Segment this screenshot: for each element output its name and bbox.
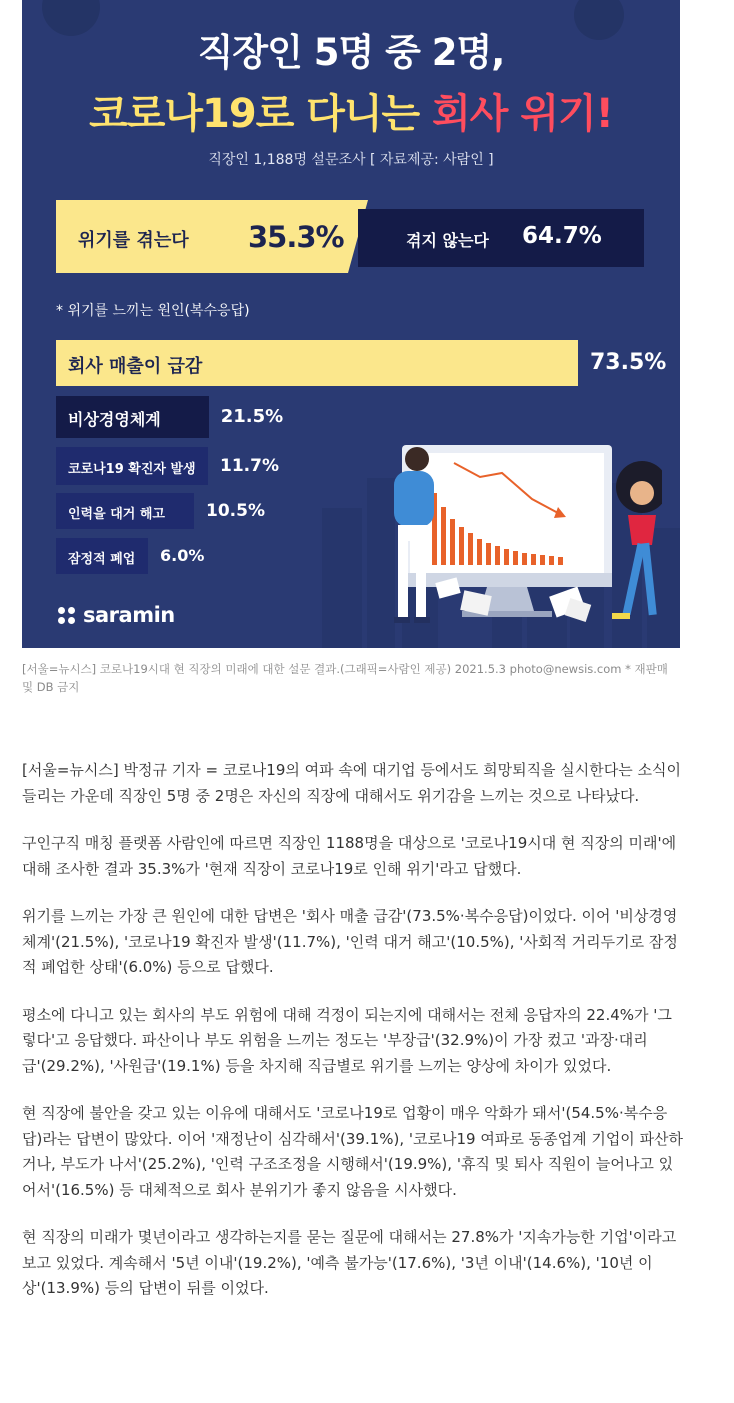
reasons-title: * 위기를 느끼는 원인(복수응답) [56,303,250,319]
crisis-no-label: 겪지 않는다 [406,231,489,250]
reason-label: 코로나19 확진자 발생 [68,461,196,477]
article-paragraph: 위기를 느끼는 가장 큰 원인에 대한 답변은 '회사 매출 급감'(73.5%·복수응답)이었다. 이어 '비상경영체계'(21.5%), '코로나19 확진자 발생'(11.7%), '인력 대거 해고'(10.5%), '사회적 거리두기로 잠정적 폐업한 상태'(6.0%) 등으로 답했다. [22,907,678,976]
crisis-yes-bar [56,200,348,273]
image-caption: [서울=뉴시스] 코로나19시대 현 직장의 미래에 대한 설문 결과.(그래픽=사람인 제공) 2021.5.3 photo@newsis.com * 재판매 및 DB 금지 [22,662,668,694]
reason-value: 11.7% [220,455,279,476]
article-paragraph: 현 직장의 미래가 몇년이라고 생각하는지를 묻는 질문에 대해서는 27.8%가 '지속가능한 기업'이라고 보고 있었다. 계속해서 '5년 이내'(19.2%), '예측 불가능'(17.6%), '3년 이내'(14.6%), '10년 이상'(13.9%) 등의 답변이 뒤를 이었다. [22,1228,677,1297]
reason-label: 인력을 대거 해고 [68,506,165,522]
reason-label: 비상경영체계 [68,410,161,429]
reason-bar [56,493,194,529]
survey-infographic [22,0,680,648]
article-paragraph: 구인구직 매칭 플랫폼 사람인에 따르면 직장인 1188명을 대상으로 '코로나19시대 현 직장의 미래'에 대해 조사한 결과 35.3%가 '현재 직장이 코로나19로 인해 위기'라고 답했다. [22,834,677,878]
headline-highlight: 코로나19로 다니는 [89,91,433,137]
reason-bar [56,396,209,438]
headline-line2 [22,82,680,139]
reason-bar [56,538,148,574]
saramin-logo [58,603,175,627]
article-paragraph: 평소에 다니고 있는 회사의 부도 위험에 대해 걱정이 되는지에 대해서는 전체 응답자의 22.4%가 '그렇다'고 응답했다. 파산이나 부도 위험을 느끼는 정도는 '부장급'(32.9%)이 가장 컸고 '과장·대리급'(29.2%), '사원급'(19.1%) 등을 차지해 직급별로 위기를 느끼는 양상에 차이가 있었다. [22,1005,672,1075]
article-paragraph: 현 직장에 불안을 갖고 있는 이유에 대해서도 '코로나19로 업황이 매우 악화가 돼서'(54.5%·복수응답)라는 답변이 많았다. 이어 '재정난이 심각해서'(39.1%), '코로나19 여파로 동종업계 기업이 파산하거나, 부도가 나서'(25.2%), '인력 구조조정을 시행해서'(19.9%), '휴직 및 퇴사 직원이 늘어나고 있어서'(16.5%) 등 대체적으로 회사 분위기가 좋지 않음을 시사했다. [22,1104,684,1199]
reason-value: 21.5% [220,406,284,427]
saramin-logo-icon [58,607,75,624]
reason-value: 6.0% [160,546,205,565]
crisis-no-value: 64.7% [522,223,602,249]
reason-value: 10.5% [206,500,265,521]
reason-bar [56,340,578,386]
saramin-logo-text: saramin [83,603,175,627]
survey-info: 직장인 1,188명 설문조사 [ 자료제공: 사람인 ] [208,152,494,168]
crisis-yes-label: 위기를 겪는다 [78,230,189,251]
reason-label: 잠정적 폐업 [68,551,136,567]
reason-label: 회사 매출이 급감 [68,356,203,377]
article-paragraph: [서울=뉴시스] 박정규 기자 = 코로나19의 여파 속에 대기업 등에서도 희망퇴직을 실시한다는 소식이 들리는 가운데 직장인 5명 중 2명은 자신의 직장에 대해서도 위기감을 느끼는 것으로 나타났다. [22,761,682,805]
reason-value: 73.5% [590,350,667,375]
reason-bar [56,447,208,485]
article-body [22,758,686,1324]
crisis-yes-value: 35.3% [248,220,344,254]
declining-chart-illustration [362,415,662,645]
headline-emphasis: 회사 위기! [432,91,613,137]
crisis-no-bar [358,209,644,267]
headline-line1: 직장인 5명 중 2명, [197,31,505,74]
